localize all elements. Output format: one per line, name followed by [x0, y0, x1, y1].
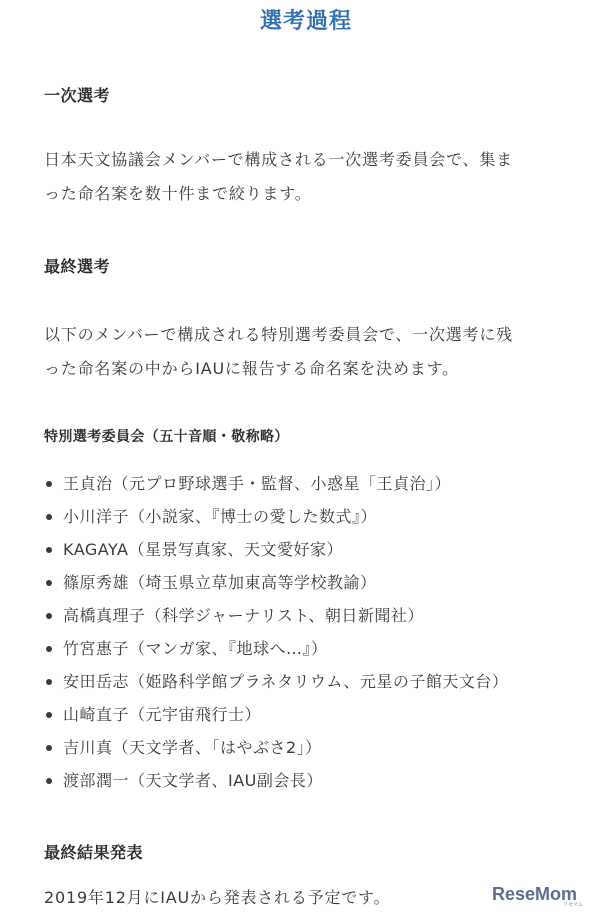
list-item — [44, 702, 508, 735]
list-item — [44, 735, 508, 768]
logo-subtext: リセマム — [563, 902, 583, 908]
member-name: 吉川真（天文学者、「はやぶさ2」） — [63, 738, 322, 757]
member-name: 渡部潤一（天文学者、IAU副会長） — [63, 771, 323, 790]
final-selection-line-2: った命名案の中からIAUに報告する命名案を決めます。 — [44, 359, 459, 378]
final-selection-line-1: 以下のメンバーで構成される特別選考委員会で、一次選考に残 — [44, 325, 513, 344]
bullet-icon — [46, 745, 52, 751]
list-item — [44, 471, 508, 504]
member-name: 王貞治（元プロ野球選手・監督、小惑星「王貞治」） — [63, 474, 452, 493]
first-selection-heading: 一次選考 — [44, 86, 111, 105]
bullet-icon — [46, 514, 52, 520]
member-name: 篠原秀雄（埼玉県立草加東高等学校教諭） — [63, 573, 377, 592]
resemom-logo — [490, 882, 596, 908]
list-item — [44, 669, 508, 702]
bullet-icon — [46, 580, 52, 586]
list-item — [44, 603, 508, 636]
final-selection-paragraph — [44, 318, 576, 386]
list-item — [44, 504, 508, 537]
page-title: 選考過程 — [259, 9, 352, 34]
result-heading: 最終結果発表 — [44, 843, 144, 862]
list-item — [44, 570, 508, 603]
member-name: 高橋真理子（科学ジャーナリスト、朝日新聞社） — [63, 606, 424, 625]
member-name: KAGAYA（星景写真家、天文愛好家） — [63, 540, 343, 559]
first-selection-line-1: 日本天文協議会メンバーで構成される一次選考委員会で、集ま — [44, 150, 513, 169]
member-name: 小川洋子（小説家、『博士の愛した数式』） — [63, 507, 378, 526]
list-item — [44, 768, 508, 801]
bullet-icon — [46, 613, 52, 619]
list-item — [44, 636, 508, 669]
bullet-icon — [46, 712, 52, 718]
member-name: 山崎直子（元宇宙飛行士） — [63, 705, 262, 724]
member-name: 安田岳志（姫路科学館プラネタリウム、元星の子館天文台） — [63, 672, 509, 691]
bullet-icon — [46, 481, 52, 487]
first-selection-line-2: った命名案を数十件まで絞ります。 — [44, 184, 312, 203]
committee-heading: 特別選考委員会（五十音順・敬称略） — [44, 429, 289, 445]
list-item — [44, 537, 508, 570]
bullet-icon — [46, 547, 52, 553]
bullet-icon — [46, 679, 52, 685]
result-line: 2019年12月にIAUから発表される予定です。 — [44, 888, 391, 907]
committee-member-list — [44, 471, 508, 801]
final-selection-heading: 最終選考 — [44, 257, 111, 276]
logo-text: ReseMom — [492, 884, 578, 904]
bullet-icon — [46, 778, 52, 784]
first-selection-paragraph — [44, 143, 576, 211]
bullet-icon — [46, 646, 52, 652]
member-name: 竹宮惠子（マンガ家、『地球へ…』） — [63, 639, 328, 658]
